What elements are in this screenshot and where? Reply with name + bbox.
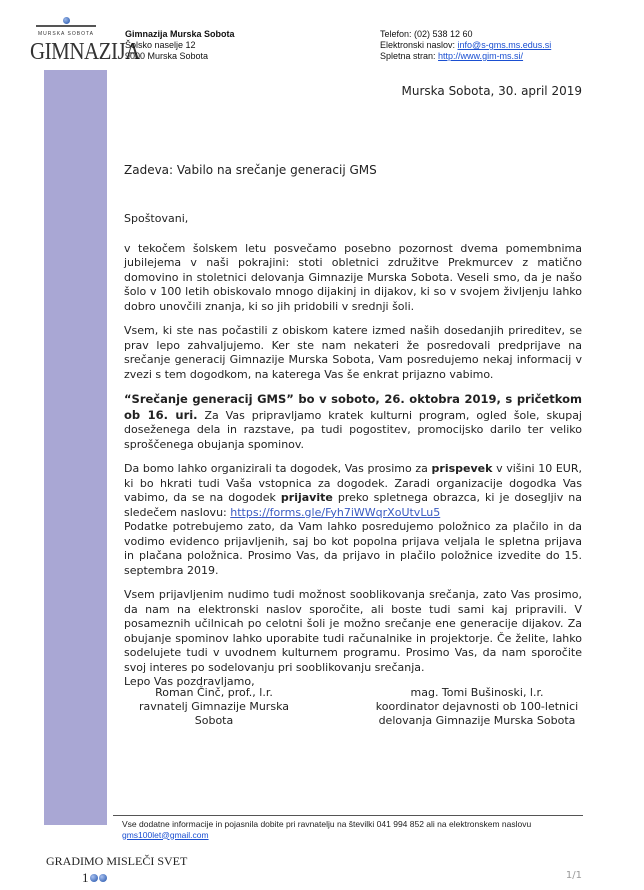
slogan: GRADIMO MISLEČI SVET bbox=[46, 854, 188, 868]
logo-divider bbox=[36, 25, 96, 27]
web-link[interactable]: http://www.gim-ms.si/ bbox=[438, 51, 524, 61]
p4-bold-contribution: prispevek bbox=[431, 462, 493, 475]
footer-email-link[interactable]: gms100let@gmail.com bbox=[122, 829, 209, 840]
web-label: Spletna stran: bbox=[380, 51, 439, 61]
logo-big-text: GIMNAZIJA bbox=[30, 37, 140, 65]
letter-date: Murska Sobota, 30. april 2019 bbox=[401, 84, 582, 98]
paragraph-4 bbox=[124, 462, 582, 520]
p4-bold-register: prijavite bbox=[280, 491, 333, 504]
signature-left bbox=[124, 686, 304, 728]
paragraph-6: Vsem prijavljenim nudimo tudi možnost sooblikovanja srečanja, zato Vas prosimo, da nam na elektronski naslov sporočite, ali boste tudi sami kaj pripravili. V posameznih učilnicah po celotni šoli je možno srečanje ene generacije dijakov. Za obujanje spominov lahko uporabite tudi računalnike in projektorje. Če želite, lahko sodelujete tudi v uvodnem kulturnem programu. Prosimo Vas, da nam sporočite svoj interes po sodelovanju pri sooblikovanju srečanja. bbox=[124, 588, 582, 674]
paragraph-3 bbox=[124, 392, 582, 452]
event-announcement: “Srečanje generacij GMS” bo v soboto, 26. oktobra 2019, s pričetkom ob 16. uri. bbox=[124, 392, 582, 422]
footer-note bbox=[122, 819, 592, 840]
logo-dot-icon bbox=[63, 17, 70, 24]
school-logo bbox=[30, 12, 140, 72]
phone: Telefon: (02) 538 12 60 bbox=[380, 29, 473, 39]
logo-small-text: MURSKA SOBOTA bbox=[38, 31, 94, 37]
paragraph-2: Vsem, ki ste nas počastili z obiskom katere izmed naših dosedanjih prireditev, se prav lepo zahvaljujemo. Ker ste nam nekateri že posredovali predprijave na srečanje generacij Gimnazije Murska Sobota, Vam posredujemo nekaj informacij v zvezi s tem dogodkom, na katerega Vas še enkrat prijazno vabimo. bbox=[124, 324, 582, 381]
paragraph-1: v tekočem šolskem letu posvečamo posebno pozornost dvema pomembnima jubilejema v naši pokrajini: stoti obletnici združitve Prekmurcev z matično domovino in stoletnici delovanja Gimnazije Murska Sobota. Veseli smo, da je našo šolo v 100 letih obiskovalo mnogo dijakinj in dijakov, ki so v svojem življenju lahko dobro unovčili znanja, ki so jih pridobili v srednji šoli. bbox=[124, 241, 582, 313]
closing: Lepo Vas pozdravljamo, bbox=[124, 675, 255, 688]
letter-body bbox=[124, 212, 582, 700]
address-line-1: Šolsko naselje 12 bbox=[125, 40, 196, 50]
centenary-zero-icon bbox=[90, 874, 98, 882]
signature-right-name: mag. Tomi Bušinoski, l.r. bbox=[410, 686, 544, 699]
signature-left-title: ravnatelj Gimnazije Murska Sobota bbox=[139, 700, 289, 727]
footer-text: Vse dodatne informacije in pojasnila dobite pri ravnatelju na številki 041 994 852 ali na elektronskem naslovu bbox=[122, 819, 532, 829]
decorative-sidebar bbox=[44, 70, 107, 825]
greeting: Spoštovani, bbox=[124, 212, 189, 225]
centenary-digit: 1 bbox=[82, 870, 89, 885]
signature-left-name: Roman Činč, prof., l.r. bbox=[155, 686, 273, 699]
p4-text-c: v višini 10 EUR, ki bo hkrati tudi Vaša vstopnica za dogodek. Zaradi organizacije dogodka Vas vabimo, da se na dogodek bbox=[124, 462, 582, 504]
address-line-2: 9000 Murska Sobota bbox=[125, 51, 209, 61]
signature-right bbox=[372, 686, 582, 728]
school-contacts bbox=[380, 29, 551, 62]
p4-text-e: preko spletnega obrazca, ki je dosegljiv na sledečem naslovu: bbox=[124, 491, 582, 519]
centenary-zero-icon bbox=[99, 874, 107, 882]
email-label: Elektronski naslov: bbox=[380, 40, 458, 50]
letter-subject: Zadeva: Vabilo na srečanje generacij GMS bbox=[124, 163, 377, 177]
footer-divider bbox=[113, 815, 583, 816]
p4-text-a: Da bomo lahko organizirali ta dogodek, Vas prosimo za bbox=[124, 462, 432, 475]
signature-right-title-1: koordinator dejavnosti ob 100-letnici bbox=[375, 700, 579, 713]
centenary-logo bbox=[82, 870, 107, 886]
signature-right-title-2: delovanja Gimnazije Murska Sobota bbox=[378, 714, 576, 727]
paragraph-5: Podatke potrebujemo zato, da Vam lahko posredujemo položnico za plačilo in da vodimo evidenco prijavljenih, saj bo kot popolna prijava veljala le spletna prijava in plačana položnica. Prosimo Vas, da prijavo in plačilo položnice izvedite do 15. septembra 2019. bbox=[124, 520, 582, 577]
email-link[interactable]: info@s-gms.ms.edus.si bbox=[457, 40, 552, 50]
school-name: Gimnazija Murska Sobota bbox=[125, 29, 235, 39]
school-address bbox=[125, 29, 235, 62]
page-number: 1/1 bbox=[565, 870, 582, 881]
event-details: Za Vas pripravljamo kratek kulturni program, ogled šole, skupaj doseženega dela in razstave, pa tudi pogostitev, promocijsko darilo ter veliko sproščenega obujanja spominov. bbox=[124, 408, 582, 451]
registration-form-link[interactable]: https://forms.gle/Fyh7iWWqrXoUtvLu5 bbox=[230, 505, 441, 519]
